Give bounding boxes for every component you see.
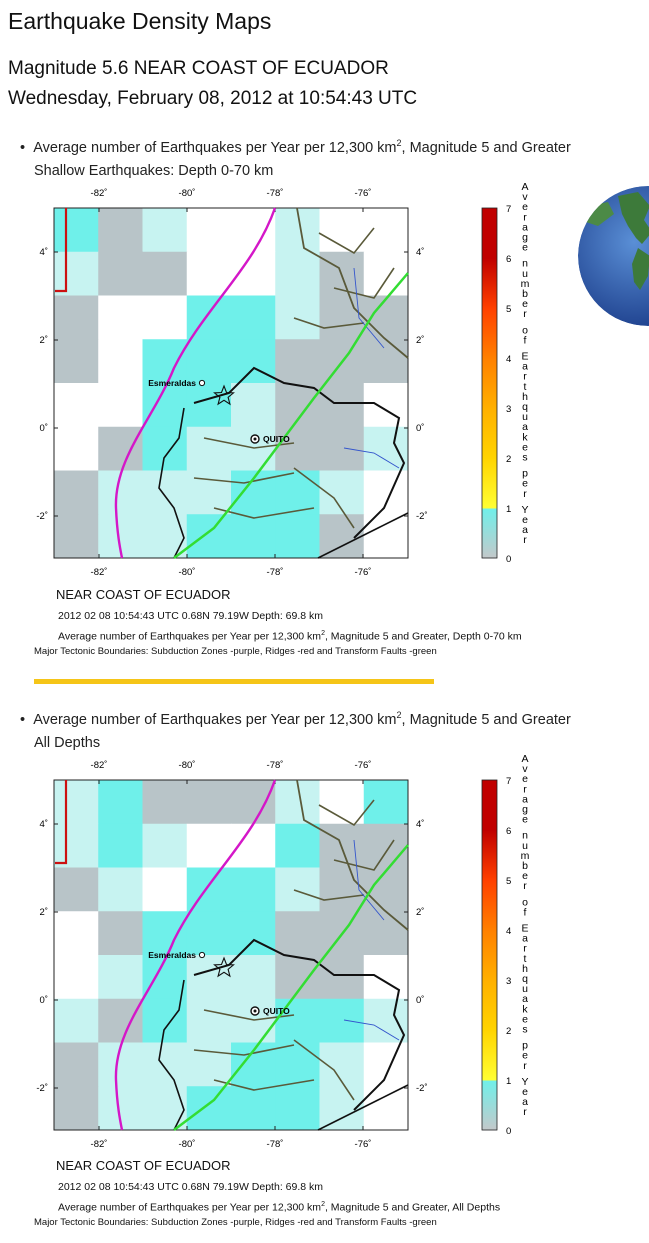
city-esmeraldas-marker [199, 380, 204, 385]
density-bin [275, 868, 320, 912]
scale-tick-label: 3 [506, 976, 512, 987]
scale-segment [482, 880, 497, 931]
scale-segment [482, 930, 497, 981]
density-bin [54, 868, 99, 912]
lat-tick-label-left: 2˚ [39, 907, 48, 918]
section1-heading [20, 138, 571, 156]
scale-tick-label: 2 [506, 1026, 512, 1037]
color-scale-shallow [470, 180, 550, 590]
lon-tick-label-bottom: -82˚ [90, 1139, 108, 1150]
city-esmeraldas-marker [199, 952, 204, 957]
lon-tick-label-top: -80˚ [178, 188, 196, 199]
density-bin [98, 868, 143, 912]
density-bin [98, 383, 143, 427]
density-bin [364, 780, 409, 824]
density-bin [364, 252, 409, 296]
density-bin [364, 208, 409, 252]
scale-title-letter: r [523, 942, 527, 955]
city-quito-label: QUITO [263, 1006, 290, 1016]
section1-boundaries-note: Major Tectonic Boundaries: Subduction Zones -purple, Ridges -red and Transform Faults -green [34, 646, 437, 657]
scale-title-letter: a [522, 932, 528, 945]
lon-tick-label-bottom: -80˚ [178, 567, 196, 578]
scale-title-letter: E [521, 922, 529, 935]
lat-tick-label-left: 0˚ [39, 423, 48, 434]
scale-segment [482, 258, 497, 309]
city-esmeraldas-label: Esmeraldas [148, 378, 196, 388]
density-bin [98, 780, 143, 824]
scale-title-letter: E [521, 350, 529, 363]
section1-region-name: NEAR COAST OF ECUADOR [56, 587, 231, 602]
density-bin [320, 999, 365, 1043]
lat-tick-label-right: 0˚ [416, 423, 425, 434]
density-bin [320, 955, 365, 999]
scale-title-letter: a [522, 221, 528, 234]
density-bin [98, 296, 143, 340]
density-bin [364, 427, 409, 471]
density-bin [275, 1086, 320, 1130]
scale-segment [482, 308, 497, 359]
density-bin [187, 339, 232, 383]
density-bin [364, 999, 409, 1043]
scale-title-letter: e [522, 1049, 528, 1062]
scale-tick-label: 3 [506, 404, 512, 415]
scale-title-letter: q [522, 401, 528, 413]
caption-sup: 2 [321, 1201, 325, 1208]
density-bin [54, 471, 99, 515]
heading-text-post: , Magnitude 5 and Greater [401, 139, 571, 156]
lat-tick-label-right: 0˚ [416, 995, 425, 1006]
scale-title-letter: s [522, 451, 528, 464]
bullet: • [20, 139, 26, 156]
heading-sup: 2 [396, 138, 402, 148]
lon-tick-label-top: -76˚ [354, 760, 372, 771]
scale-title-letter: v [522, 763, 528, 776]
density-bin [275, 514, 320, 558]
density-bin [364, 339, 409, 383]
scale-title-letter: u [522, 267, 528, 280]
scale-title-letter: f [523, 906, 527, 919]
scale-title-letter: p [522, 1039, 528, 1052]
density-bin [143, 780, 188, 824]
page-title: Earthquake Density Maps [8, 8, 272, 34]
scale-tick-label: 1 [506, 504, 512, 515]
density-bin [364, 1043, 409, 1087]
scale-segment [482, 980, 497, 1031]
scale-title-letter: m [520, 277, 530, 290]
caption-text-post: , Magnitude 5 and Greater, Depth 0-70 km [324, 630, 522, 643]
lat-tick-label-right: -2˚ [416, 1083, 428, 1094]
scale-segment [482, 458, 497, 509]
lon-tick-label-bottom: -82˚ [90, 567, 108, 578]
scale-title-letter: h [522, 390, 528, 403]
scale-title-letter: e [522, 441, 528, 454]
scale-title-letter: Y [521, 503, 529, 516]
scale-title-letter: g [522, 231, 528, 244]
density-bin [187, 1086, 232, 1130]
scale-title-letter: r [523, 1106, 527, 1119]
density-bin [98, 252, 143, 296]
scale-tick-label: 5 [506, 304, 512, 315]
density-bin [98, 911, 143, 955]
scale-segment [482, 830, 497, 881]
scale-title-letter: r [523, 534, 527, 547]
density-map-shallow [30, 180, 500, 590]
density-bin [275, 339, 320, 383]
density-bin [54, 955, 99, 999]
heading-text: Average number of Earthquakes per Year per 12,300 km [33, 139, 397, 156]
density-bin [54, 296, 99, 340]
lat-tick-label-right: 4˚ [416, 819, 425, 830]
scale-title-letter: n [522, 829, 528, 842]
lon-tick-label-top: -78˚ [266, 188, 284, 199]
density-bin [275, 296, 320, 340]
section1-event-details: 2012 02 08 10:54:43 UTC 0.68N 79.19W Depth: 69.8 km [58, 610, 323, 622]
scale-title-letter: p [522, 467, 528, 480]
density-bin [187, 514, 232, 558]
density-bin [54, 339, 99, 383]
bullet: • [20, 711, 26, 728]
density-bin [275, 252, 320, 296]
density-bin [364, 824, 409, 868]
density-bin [98, 427, 143, 471]
scale-title-letter: t [523, 952, 527, 965]
scale-title-letter: n [522, 257, 528, 270]
scale-title-letter: m [520, 849, 530, 862]
scale-segment [482, 358, 497, 409]
lon-tick-label-top: -80˚ [178, 760, 196, 771]
density-bin [143, 1043, 188, 1087]
scale-segment [482, 1030, 497, 1081]
scale-title-letter: a [522, 524, 528, 537]
lon-tick-label-bottom: -76˚ [354, 1139, 372, 1150]
caption-text-post: , Magnitude 5 and Greater, All Depths [324, 1201, 501, 1214]
section1-caption [58, 630, 522, 643]
density-bin [187, 999, 232, 1043]
scale-tick-label: 0 [506, 1126, 512, 1137]
density-bin [364, 471, 409, 515]
section1-subheading: Shallow Earthquakes: Depth 0-70 km [34, 163, 274, 179]
density-bin [275, 824, 320, 868]
scale-title-letter: r [523, 880, 527, 893]
heading-sup: 2 [396, 710, 402, 720]
city-esmeraldas-label: Esmeraldas [148, 950, 196, 960]
scale-segment [482, 508, 497, 559]
scale-tick-label: 6 [506, 826, 512, 837]
caption-sup: 2 [321, 630, 325, 637]
lat-tick-label-left: -2˚ [36, 511, 48, 522]
density-bin [143, 208, 188, 252]
scale-tick-label: 6 [506, 254, 512, 265]
event-title: Magnitude 5.6 NEAR COAST OF ECUADOR [8, 58, 389, 79]
lon-tick-label-bottom: -78˚ [266, 1139, 284, 1150]
density-bin [187, 252, 232, 296]
density-bin [187, 383, 232, 427]
scale-tick-label: 7 [506, 204, 512, 215]
scale-title-letter: a [522, 360, 528, 373]
scale-title-letter: e [522, 813, 528, 826]
scale-title-letter: t [523, 380, 527, 393]
density-bin [54, 252, 99, 296]
density-bin [187, 955, 232, 999]
section2-caption [58, 1201, 500, 1214]
scale-title-letter: u [522, 411, 528, 424]
density-bin [364, 383, 409, 427]
lat-tick-label-left: 4˚ [39, 819, 48, 830]
scale-title-letter: e [522, 477, 528, 490]
density-bin [54, 208, 99, 252]
caption-text: Average number of Earthquakes per Year per 12,300 km [58, 630, 322, 643]
scale-title-letter: r [523, 487, 527, 500]
lon-tick-label-top: -78˚ [266, 760, 284, 771]
scale-title-letter: r [523, 783, 527, 796]
density-bin [187, 824, 232, 868]
scale-title-letter: r [523, 370, 527, 383]
city-quito-marker-dot [254, 1010, 257, 1013]
heading-text: Average number of Earthquakes per Year per 12,300 km [33, 711, 397, 728]
density-bin [231, 1086, 276, 1130]
density-bin [275, 911, 320, 955]
scale-title-letter: r [523, 1059, 527, 1072]
scale-title-letter: e [522, 298, 528, 311]
scale-title-letter: h [522, 962, 528, 975]
section2-subheading: All Depths [34, 735, 101, 751]
scale-title-letter: g [522, 803, 528, 816]
scale-segment [482, 780, 497, 831]
density-bin [98, 339, 143, 383]
scale-title-letter: e [522, 1086, 528, 1098]
scale-title-letter: b [522, 288, 528, 300]
scale-title-letter: a [522, 793, 528, 806]
density-bin [231, 383, 276, 427]
scale-title-letter: q [522, 973, 528, 985]
scale-title-letter: e [522, 1013, 528, 1026]
lat-tick-label-left: 4˚ [39, 247, 48, 258]
density-bin [231, 296, 276, 340]
density-bin [143, 252, 188, 296]
section2-boundaries-note: Major Tectonic Boundaries: Subduction Zones -purple, Ridges -red and Transform Faults -green [34, 1217, 437, 1228]
scale-title-letter: r [523, 211, 527, 224]
scale-title-letter: v [522, 191, 528, 204]
heading-text-post: , Magnitude 5 and Greater [401, 711, 571, 728]
density-bin [54, 780, 99, 824]
section2-region-name: NEAR COAST OF ECUADOR [56, 1158, 231, 1173]
section-divider [34, 679, 434, 684]
lat-tick-label-right: 2˚ [416, 907, 425, 918]
scale-title-letter: u [522, 983, 528, 996]
density-bin [231, 780, 276, 824]
section2-heading [20, 710, 571, 728]
color-scale-all-depths [470, 752, 550, 1162]
density-bin [187, 471, 232, 515]
scale-title-letter: a [522, 1096, 528, 1109]
lat-tick-label-left: -2˚ [36, 1083, 48, 1094]
scale-title-letter: e [522, 241, 528, 254]
scale-title-letter: e [522, 201, 528, 214]
density-bin [231, 911, 276, 955]
lat-tick-label-right: 4˚ [416, 247, 425, 258]
globe-locator-image [578, 186, 649, 326]
density-bin [98, 208, 143, 252]
density-bin [98, 955, 143, 999]
scale-title-letter: a [522, 421, 528, 434]
density-bin [231, 955, 276, 999]
density-bin [98, 999, 143, 1043]
density-bin [143, 339, 188, 383]
density-bin [54, 427, 99, 471]
city-quito-marker-dot [254, 438, 257, 441]
density-bin [54, 911, 99, 955]
density-bin [231, 339, 276, 383]
city-quito-label: QUITO [263, 434, 290, 444]
density-bin [143, 824, 188, 868]
scale-tick-label: 0 [506, 554, 512, 565]
scale-title-letter: k [522, 1003, 528, 1016]
density-bin [143, 471, 188, 515]
density-bin [187, 780, 232, 824]
density-bin [320, 383, 365, 427]
scale-tick-label: 5 [506, 876, 512, 887]
lat-tick-label-left: 0˚ [39, 995, 48, 1006]
scale-title-letter: a [522, 993, 528, 1006]
scale-title-letter: A [521, 753, 529, 765]
scale-tick-label: 4 [506, 354, 512, 365]
density-bin [143, 911, 188, 955]
scale-title-letter: f [523, 334, 527, 347]
scale-tick-label: 7 [506, 776, 512, 787]
density-bin [320, 1086, 365, 1130]
density-bin [98, 824, 143, 868]
density-bin [187, 208, 232, 252]
scale-title-letter: Y [521, 1075, 529, 1088]
lon-tick-label-top: -76˚ [354, 188, 372, 199]
scale-title-letter: o [522, 324, 528, 337]
scale-tick-label: 2 [506, 454, 512, 465]
scale-tick-label: 1 [506, 1076, 512, 1087]
scale-title-letter: A [521, 181, 529, 193]
density-bin [320, 427, 365, 471]
event-date: Wednesday, February 08, 2012 at 10:54:43 UTC [8, 88, 418, 109]
scale-title-letter: e [522, 773, 528, 786]
scale-title-letter: b [522, 860, 528, 872]
density-bin [54, 1086, 99, 1130]
scale-title-letter: e [522, 870, 528, 883]
density-bin [364, 911, 409, 955]
lon-tick-label-top: -82˚ [90, 188, 108, 199]
scale-tick-label: 4 [506, 926, 512, 937]
scale-segment [482, 1080, 497, 1131]
density-bin [231, 868, 276, 912]
density-bin [54, 999, 99, 1043]
scale-title-letter: k [522, 431, 528, 444]
density-bin [143, 296, 188, 340]
density-bin [187, 427, 232, 471]
scale-segment [482, 208, 497, 259]
scale-title-letter: s [522, 1023, 528, 1036]
lon-tick-label-bottom: -76˚ [354, 567, 372, 578]
section2-event-details: 2012 02 08 10:54:43 UTC 0.68N 79.19W Depth: 69.8 km [58, 1181, 323, 1193]
density-bin [187, 1043, 232, 1087]
lon-tick-label-bottom: -78˚ [266, 567, 284, 578]
density-bin [54, 1043, 99, 1087]
density-bin [187, 911, 232, 955]
scale-title-letter: e [522, 514, 528, 526]
density-bin [231, 514, 276, 558]
density-bin [320, 514, 365, 558]
density-bin [54, 514, 99, 558]
lon-tick-label-top: -82˚ [90, 760, 108, 771]
scale-title-letter: u [522, 839, 528, 852]
density-bin [231, 208, 276, 252]
scale-title-letter: o [522, 896, 528, 909]
lat-tick-label-right: 2˚ [416, 335, 425, 346]
density-bin [364, 955, 409, 999]
density-bin [143, 868, 188, 912]
lon-tick-label-bottom: -80˚ [178, 1139, 196, 1150]
density-map-all-depths [30, 752, 500, 1162]
density-bin [54, 824, 99, 868]
scale-segment [482, 408, 497, 459]
lat-tick-label-right: -2˚ [416, 511, 428, 522]
caption-text: Average number of Earthquakes per Year per 12,300 km [58, 1201, 322, 1214]
lat-tick-label-left: 2˚ [39, 335, 48, 346]
density-bin [54, 383, 99, 427]
scale-title-letter: r [523, 308, 527, 321]
